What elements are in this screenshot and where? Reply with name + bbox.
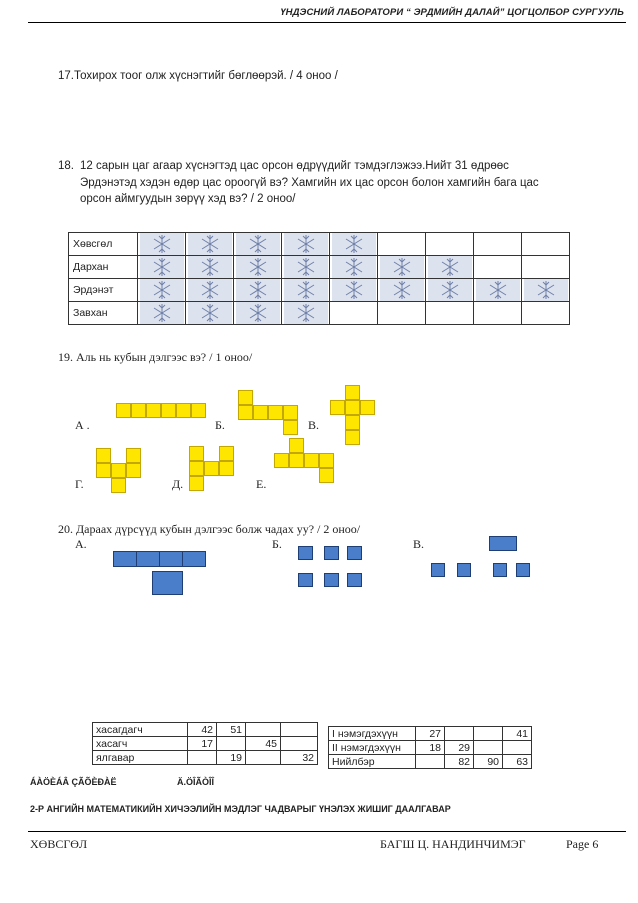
snowflake-icon [284, 279, 328, 301]
q18-line1: 12 сарын цаг агаар хүснэгтэд цас орсон өдрүүдийг тэмдэглэжээ.Нийт 31 өдрөөс [80, 160, 509, 172]
addition-table-cell: Нийлбэр [329, 755, 416, 769]
subtraction-table-cell: 51 [217, 723, 246, 737]
subtraction-table-cell: ялгавар [93, 751, 188, 765]
snowflake-icon [332, 279, 376, 301]
snowflake-icon [332, 256, 376, 278]
snow-row [69, 302, 570, 325]
snow-cell [138, 256, 186, 279]
snow-row-label: Хөвсгөл [69, 233, 138, 256]
addition-table-cell: 41 [503, 727, 532, 741]
q19-label-d: Д. [172, 477, 184, 491]
snowflake-icon [428, 256, 472, 278]
snow-cell [330, 233, 378, 256]
snow-cell [330, 256, 378, 279]
addition-table-cell [474, 741, 503, 755]
q19-label-v: В. [308, 418, 320, 432]
subtraction-table-cell [281, 737, 318, 751]
q18-number: 18. [58, 160, 74, 172]
snow-cell [426, 233, 474, 256]
header-divider [28, 22, 626, 23]
snowflake-icon [284, 256, 328, 278]
snowflake-icon [284, 233, 328, 255]
snowflake-icon [332, 233, 376, 255]
q19-label-e: Е. [256, 477, 267, 491]
addition-table-cell: 63 [503, 755, 532, 769]
subtraction-table-cell: 17 [188, 737, 217, 751]
subtraction-table-cell [188, 751, 217, 765]
snow-cell [378, 233, 426, 256]
q18-line2: Эрдэнэтэд хэдэн өдөр цас ороогүй вэ? Хамгийн их цас орсон болон хамгийн бага цас [80, 177, 539, 189]
snowflake-icon [236, 233, 280, 255]
snow-cell [330, 279, 378, 302]
q19-label-b: Б. [215, 418, 225, 432]
q20-label-v: В. [413, 537, 425, 551]
subtraction-table-row [93, 723, 318, 737]
snowflake-icon [140, 256, 184, 278]
addition-table-cell [445, 727, 474, 741]
snow-cell [234, 256, 282, 279]
snow-cell [426, 302, 474, 325]
subtraction-table-cell [246, 751, 281, 765]
q20-text: 20. Дараах дүрсүүд кубын дэлгээс болж чадах уу? / 2 оноо/ [58, 522, 361, 536]
snow-cell [474, 302, 522, 325]
snow-cell [138, 233, 186, 256]
snowflake-icon [188, 233, 232, 255]
addition-table-cell [474, 727, 503, 741]
footer-school: ХӨВСГӨЛ [30, 837, 88, 851]
addition-table-cell: 90 [474, 755, 503, 769]
snow-row-label: Завхан [69, 302, 138, 325]
q19-label-a: А . [75, 418, 90, 432]
q19-text: 19. Аль нь кубын дэлгээс вэ? / 1 оноо/ [58, 350, 253, 364]
garbled-text-right: Ä.ÖÎÃÒÎÎ [177, 777, 215, 787]
snow-row [69, 279, 570, 302]
document-subtitle: 2-Р АНГИЙН МАТЕМАТИКИЙН ХИЧЭЭЛИЙН МЭДЛЭГ ЧАДВАРЫГ ҮНЭЛЭХ ЖИШИГ ДААЛГАВАР [30, 804, 451, 814]
snowflake-icon [476, 279, 520, 301]
snow-row [69, 256, 570, 279]
subtraction-table-cell: 45 [246, 737, 281, 751]
snow-row [69, 233, 570, 256]
snow-cell [186, 233, 234, 256]
snowflake-icon [140, 233, 184, 255]
addition-table-cell: I нэмэгдэхүүн [329, 727, 416, 741]
subtraction-table-cell: 42 [188, 723, 217, 737]
subtraction-table-cell [281, 723, 318, 737]
addition-table-cell: 18 [416, 741, 445, 755]
footer-teacher: БАГШ Ц. НАНДИНЧИМЭГ [380, 837, 526, 851]
snow-cell [522, 256, 570, 279]
snow-cell [522, 302, 570, 325]
snow-cell [522, 233, 570, 256]
snow-row-label: Эрдэнэт [69, 279, 138, 302]
snow-cell [474, 233, 522, 256]
snow-cell [234, 233, 282, 256]
snow-cell [426, 256, 474, 279]
snow-cell [138, 302, 186, 325]
addition-table-row [329, 755, 532, 769]
snow-cell [234, 302, 282, 325]
addition-table-row [329, 741, 532, 755]
snowflake-icon [236, 256, 280, 278]
snow-cell [330, 302, 378, 325]
addition-table [328, 726, 532, 769]
snowflake-icon [140, 302, 184, 324]
snow-cell [234, 279, 282, 302]
q19-label-g: Г. [75, 477, 84, 491]
addition-table-cell: 82 [445, 755, 474, 769]
addition-table-cell: 29 [445, 741, 474, 755]
snowflake-icon [188, 279, 232, 301]
subtraction-table-row [93, 737, 318, 751]
subtraction-table [92, 722, 318, 765]
snowflake-icon [188, 256, 232, 278]
snowflake-icon [380, 256, 424, 278]
snow-cell [186, 279, 234, 302]
snowflake-icon [236, 302, 280, 324]
snow-cell [282, 256, 330, 279]
snow-cell [378, 279, 426, 302]
snowflake-icon [284, 302, 328, 324]
addition-table-cell [503, 741, 532, 755]
q20-label-b: Б. [272, 537, 282, 551]
snow-cell [282, 233, 330, 256]
snow-cell [186, 302, 234, 325]
snow-row-label: Дархан [69, 256, 138, 279]
addition-table-row [329, 727, 532, 741]
subtraction-table-cell: 32 [281, 751, 318, 765]
subtraction-table-cell [246, 723, 281, 737]
snowflake-icon [380, 279, 424, 301]
snowflake-icon [524, 279, 568, 301]
snow-cell [282, 279, 330, 302]
addition-table-cell: 27 [416, 727, 445, 741]
subtraction-table-cell: 19 [217, 751, 246, 765]
snow-cell [282, 302, 330, 325]
subtraction-table-row [93, 751, 318, 765]
footer-page-number: Page 6 [566, 837, 599, 851]
q18-line3: орсон аймгуудын зөрүү хэд вэ? / 2 оноо/ [80, 193, 296, 205]
snowflake-icon [140, 279, 184, 301]
subtraction-table-cell [217, 737, 246, 751]
snowflake-icon [236, 279, 280, 301]
snow-cell [426, 279, 474, 302]
subtraction-table-cell: хасагдагч [93, 723, 188, 737]
q17-number: 17. [58, 70, 74, 82]
snow-cell [522, 279, 570, 302]
snow-cell [378, 302, 426, 325]
snowflake-icon [188, 302, 232, 324]
footer-divider [28, 831, 626, 832]
snow-cell [138, 279, 186, 302]
question-17 [58, 68, 338, 84]
snow-cell [186, 256, 234, 279]
addition-table-cell [416, 755, 445, 769]
snow-cell [474, 256, 522, 279]
addition-table-cell: II нэмэгдэхүүн [329, 741, 416, 755]
q17-text: Тохирох тоог олж хүснэгтийг бөглөөрэй. / 4 оноо / [74, 70, 338, 82]
garbled-text-left: ÁÀÖÈÁÂ ÇÃÕÈÐÀË [30, 777, 117, 787]
snow-cell [474, 279, 522, 302]
snow-cell [378, 256, 426, 279]
snow-table [68, 232, 570, 325]
page-header-title: ҮНДЭСНИЙ ЛАБОРАТОРИ “ ЭРДМИЙН ДАЛАЙ” ЦОГЦОЛБОР СУРГУУЛЬ [280, 7, 624, 18]
q20-label-a: А. [75, 537, 87, 551]
snowflake-icon [428, 279, 472, 301]
subtraction-table-cell: хасагч [93, 737, 188, 751]
